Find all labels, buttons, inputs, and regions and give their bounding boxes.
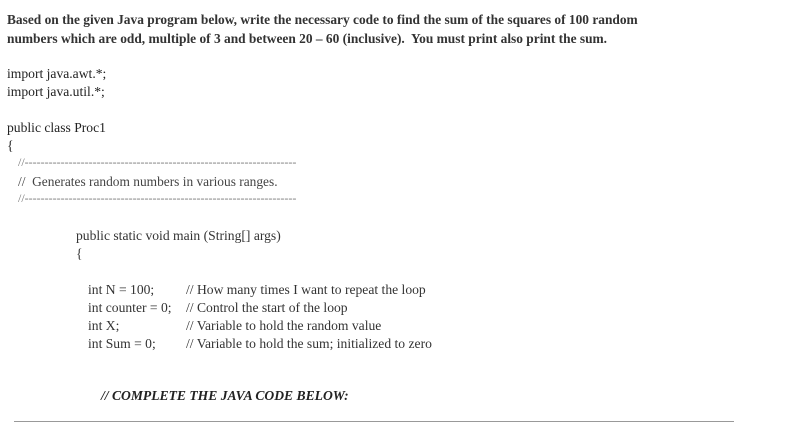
main-declaration: public static void main (String[] args) — [76, 228, 281, 243]
dash-separator-bottom: //-------------------------------------------------------------------- — [18, 191, 297, 205]
import-awt: import java.awt.*; — [7, 66, 107, 81]
var-decl-sum: int Sum = 0; — [88, 336, 156, 351]
question-line-1: Based on the given Java program below, write the necessary code to find the sum of the squares of 100 random — [7, 12, 638, 27]
generates-comment: // Generates random numbers in various ranges. — [18, 174, 278, 189]
dash-separator-top: //-------------------------------------------------------------------- — [18, 155, 297, 169]
var-decl-x: int X; — [88, 318, 120, 333]
var-decl-counter: int counter = 0; — [88, 300, 172, 315]
var-comment-x: // Variable to hold the random value — [186, 318, 382, 333]
var-comment-counter: // Control the start of the loop — [186, 300, 348, 315]
import-util: import java.util.*; — [7, 84, 105, 99]
complete-code-instruction: // COMPLETE THE JAVA CODE BELOW: — [101, 388, 349, 403]
question-line-2: numbers which are odd, multiple of 3 and between 20 – 60 (inclusive). You must print also print the sum. — [7, 31, 608, 46]
class-declaration: public class Proc1 — [7, 120, 106, 135]
var-comment-sum: // Variable to hold the sum; initialized to zero — [186, 336, 432, 351]
main-open-brace: { — [76, 246, 83, 261]
bottom-divider — [14, 421, 734, 422]
var-comment-n: // How many times I want to repeat the loop — [186, 282, 426, 297]
var-decl-n: int N = 100; — [88, 282, 155, 297]
class-open-brace: { — [7, 138, 14, 153]
